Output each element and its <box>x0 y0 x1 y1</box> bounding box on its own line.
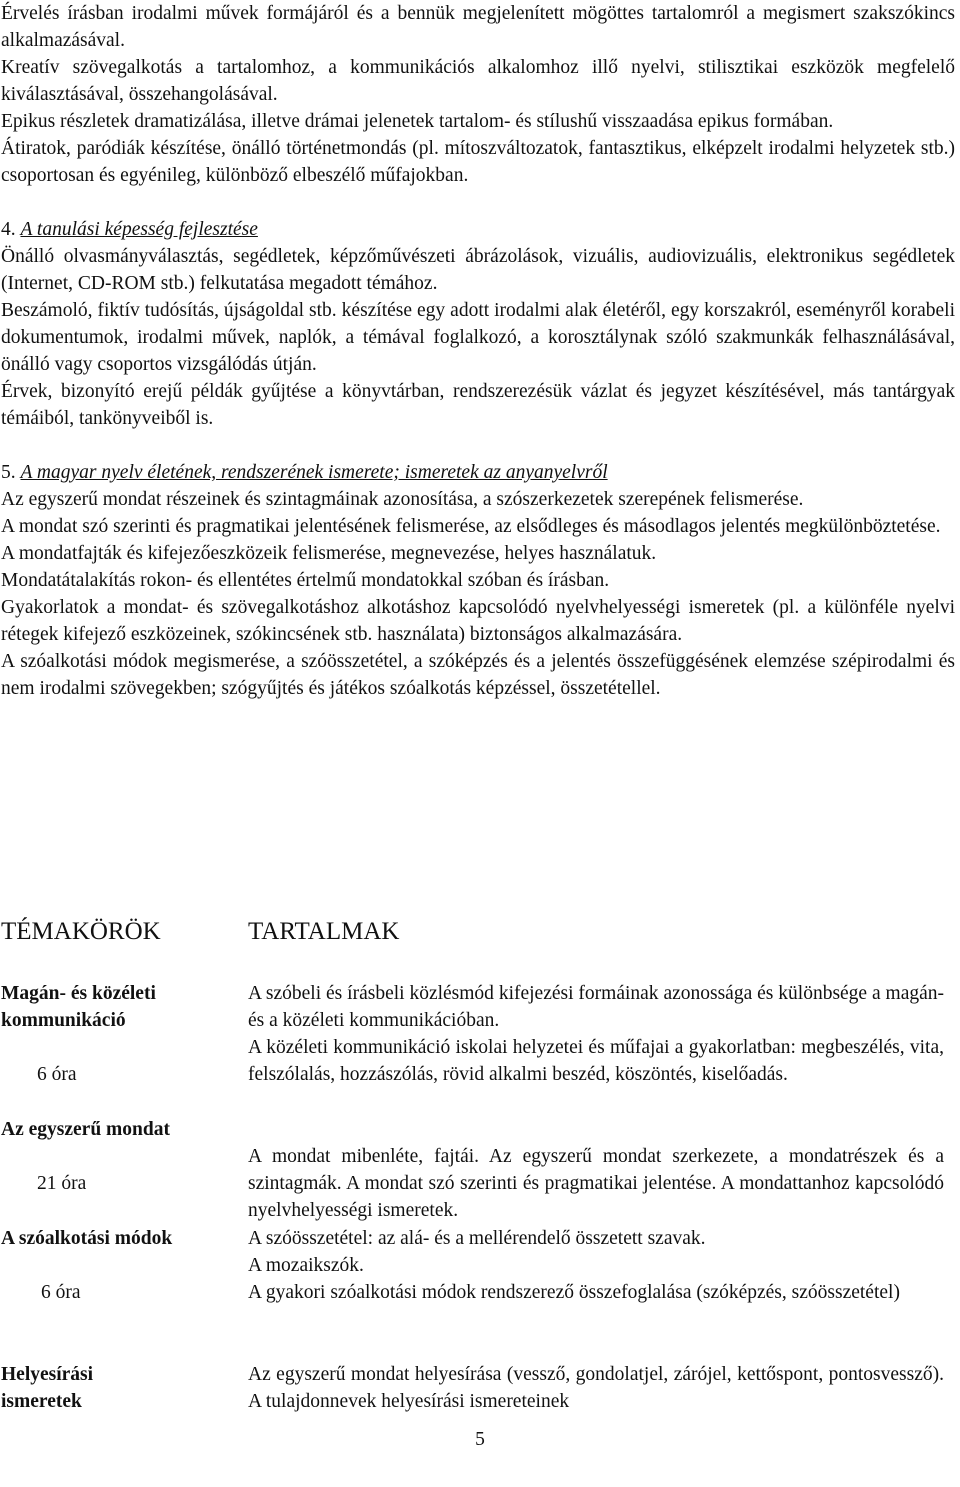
section-number: 5. <box>1 462 16 483</box>
intro-paragraph: Átiratok, paródiák készítése, önálló történetmondás (pl. mítoszváltozatok, fantasztikus, elképzelt irodalmi helyzetek stb.) csoportosan és egyénileg, különböző elbeszélő műfajokban. <box>1 138 955 186</box>
topic-hours: 6 óra <box>37 1064 77 1085</box>
topic-item <box>1 1361 231 1415</box>
content-paragraph: A közéleti kommunikáció iskolai helyzetei és műfajai a gyakorlatban: megbeszélés, vita, felszólalás, hozzászólás, rövid alkalmi beszéd, köszöntés, kiselőadás. <box>248 1037 944 1085</box>
content-paragraph: A mozaikszók. <box>248 1255 364 1276</box>
section-5-paragraph: Mondatátalakítás rokon- és ellentétes értelmű mondatokkal szóban és írásban. <box>1 570 610 591</box>
section-number: 4. <box>1 219 16 240</box>
topic-item <box>1 980 231 1088</box>
topic-item <box>1 1116 231 1197</box>
topic-item <box>1 1225 231 1306</box>
section-5-paragraph: A mondatfajták és kifejezőeszközeik felismerése, megnevezése, helyes használatuk. <box>1 543 657 564</box>
spacer <box>1 189 960 216</box>
topic-name: A szóalkotási módok <box>1 1228 173 1249</box>
document-page <box>0 0 960 702</box>
content-paragraph: A szóbeli és írásbeli közlésmód kifejezési formáinak azonossága és különbsége a magán- és a közéleti kommunikációban. <box>248 983 944 1031</box>
content-paragraph: Az egyszerű mondat helyesírása (vessző, gondolatjel, zárójel, kettőspont, pontosvessző). A tulajdonnevek helyesírási ismereteinek <box>248 1364 944 1412</box>
section-title: A magyar nyelv életének, rendszerének ismerete; ismeretek az anyanyelvről <box>20 462 608 483</box>
section-4-paragraph: Önálló olvasmányválasztás, segédletek, képzőművészeti ábrázolások, vizuális, audiovizuális, elektronikus segédletek (Internet, CD-ROM stb.) felkutatása megadott témához. <box>1 246 955 294</box>
intro-paragraph: Kreatív szövegalkotás a tartalomhoz, a kommunikációs alkalomhoz illő nyelvi, stilisztikai eszközök megfelelő kiválasztásával, összehangolásával. <box>1 57 955 105</box>
topic-hours: 6 óra <box>41 1282 81 1303</box>
topics-column-title: TÉMAKÖRÖK <box>1 918 161 945</box>
content-paragraph: A szóösszetétel: az alá- és a mellérendelő összetett szavak. <box>248 1228 706 1249</box>
topic-name: Magán- és közéleti kommunikáció <box>1 983 156 1031</box>
spacer <box>1 432 960 459</box>
content-paragraph: A gyakori szóalkotási módok rendszerező összefoglalása (szóképzés, szóösszetétel) <box>248 1282 900 1303</box>
page-number: 5 <box>475 1429 485 1450</box>
section-4-paragraph: Beszámoló, fiktív tudósítás, újságoldal stb. készítése egy adott irodalmi alak életéről, egy korszakról, eseményről korabeli dokumentumok, irodalmi művek, naplók, a témával foglalkozó, a korosztálynak szóló szakmunkák felhasználásával, önálló vagy csoportos vizsgálódás útján. <box>1 300 955 375</box>
topic-content <box>248 980 944 1088</box>
intro-paragraph: Epikus részletek dramatizálása, illetve drámai jelenetek tartalom- és stílushű visszaadása epikus formában. <box>1 111 834 132</box>
section-title: A tanulási képesség fejlesztése <box>20 219 258 240</box>
topic-content <box>248 1361 944 1415</box>
section-4-paragraph: Érvek, bizonyító erejű példák gyűjtése a könyvtárban, rendszerezésük vázlat és jegyzet készítésével, más tantárgyak témáiból, tankönyveiből is. <box>1 381 955 429</box>
topic-name: Helyesírási ismeretek <box>1 1364 94 1412</box>
topic-name: Az egyszerű mondat <box>1 1119 170 1140</box>
topic-content <box>248 1143 944 1224</box>
topic-content <box>248 1225 944 1306</box>
section-5-paragraph: Gyakorlatok a mondat- és szövegalkotáshoz alkotáshoz kapcsolódó nyelvhelyességi ismeretek (pl. a különféle nyelvi rétegek kifejező eszközeinek, szókincsének stb. használata) biztonságos alkalmazására. <box>1 597 955 645</box>
topic-hours: 21 óra <box>37 1173 87 1194</box>
intro-paragraph: Érvelés írásban irodalmi művek formájáról és a bennük megjelenített mögöttes tartalomról a megismert szakszókincs alkalmazásával. <box>1 3 955 51</box>
section-5-heading <box>1 459 960 486</box>
section-5-paragraph: A mondat szó szerinti és pragmatikai jelentésének felismerése, az elsődleges és másodlagos jelentés megkülönböztetése. <box>1 516 941 537</box>
section-4-heading <box>1 216 960 243</box>
topics-column <box>1 912 231 952</box>
contents-column <box>248 912 944 952</box>
contents-column-title: TARTALMAK <box>248 918 400 945</box>
section-5-paragraph: Az egyszerű mondat részeinek és szintagmáinak azonosítása, a szószerkezetek szerepének felismerése. <box>1 489 804 510</box>
section-5-paragraph: A szóalkotási módok megismerése, a szóösszetétel, a szóképzés és a jelentés összefüggésének elemzése szépirodalmi és nem irodalmi szövegekben; szógyűjtés és játékos szóalkotás képzéssel, összetétellel. <box>1 651 955 699</box>
content-paragraph: A mondat mibenléte, fajtái. Az egyszerű mondat szerkezete, a mondatrészek és a szintagmák. A mondat szó szerinti és pragmatikai jelentése. A mondattanhoz kapcsolódó nyelvhelyességi ismeretek. <box>248 1146 944 1221</box>
